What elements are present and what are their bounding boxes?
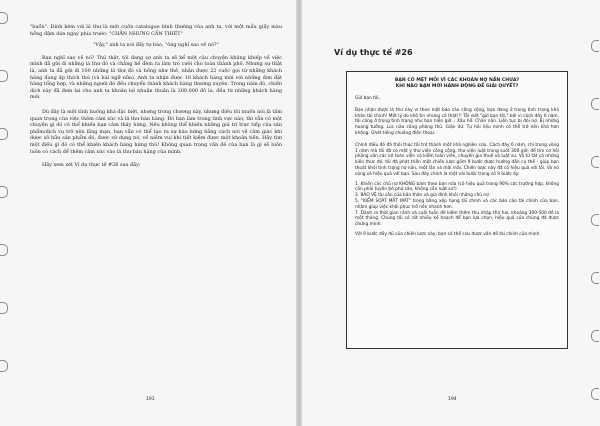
sales-letter-box (346, 71, 568, 349)
binder-ring (0, 360, 8, 372)
binder-ring (591, 98, 599, 110)
letter-closing: Với 9 bước đầy đủ của chiến lược này, bạn có thể cứu được vấn đề tài chính của mình. (355, 231, 541, 237)
example-title: Ví dụ thực tế #26 (334, 48, 413, 57)
page-number-left: 193 (146, 397, 155, 402)
letter-step: 5. "KIỂM SOÁT MẤT MÁT" trong bằng xếp hạng tài chính và các báo cáo tài chính của bạn, nhằm giúp việc khôi phục trở nên nhanh hơn. (355, 198, 559, 210)
paragraph-story: Bạn nghĩ sao về nó? Thú thật, tôi đang sợ anh ta sẽ kể một câu chuyện khủng khiếp về việc mình đã gửi đi những lá thư đó và chẳng hề đem ra làm trò cười cho toàn thành phố. Nhưng sự thật là, anh ta đã gửi đi 100 những lá thư đó và hồng như thế, nhận được 22 cuộc gọi từ những khách hàng đang ấp thích thú (và hài ngữ nữa). Anh ta nhận được 18 khách hàng mới với những đơn đặt hàng tổng hợp, và những người đó đều chuyển thành khách hàng thường xuyên. Trong năm đó, chiến dịch này đã đem lại cho anh ta khoản lợi nhuận thuần là 200.000 đô la, đều từ những khách hàng mới. (30, 54, 282, 101)
paragraph-intro: "buồn". Đính kèm với lá thư là một cuốn catalogue bình thường của anh ta, với một mẩu giấy màu hồng đậm dán ngay phía trước: "CHẮN NHƯNG CẦN THIẾT" (30, 24, 282, 37)
letter-step: 1. Khiến các chủ nợ KHÔNG bám theo bạn nữa (có hiệu quả trong 90% các trường hợp, không cần phải tuyên bố phá sản, không cần luật sư!) (355, 181, 559, 193)
binder-ring (0, 70, 8, 82)
paragraph-emotion: Dù đây là một tình huống khá đặc biệt, nhưng trong chương này, nhưng điều tôi muốn nói là tầm quan trọng của việc thêm cảm xúc và lá thư bán hàng. Đó bạn làm trong tình vực nào, thì vẫn có một chuyện gì đó có thể khiến bạn cảm thấy hứng. Nếu không thể khiến những giá trị trực tiếp của sản phẩm/dịch vụ trở nên lãng mạn, bạn vẫn có thể tạo ra sự hào hứng bằng cách nói về cảm giác khi được sở hữu sản phẩm đó, được sử dụng nó, về niềm vui khi tiết kiệm được một khoản tiền. Hãy tìm một điều gì đó có thể khiến khách hàng hứng thú! Không quan trọng vấn đề của bạn là gì sẽ luôn luôn có cách để thêm cảm xúc vào lá thư bán hàng của mình. (30, 108, 282, 155)
letter-paragraph-1: Bạn nhận được lá thư này vì theo một báo cáo công cộng, bạn đang ở trong tình trạng khó khăn tài chính! Một lý do khó tin nhưng có thật!!! Tôi viết "gửi bạn tôi," bởi vì cách đây 6 năm, tôi cũng ở trong tình trạng như bạn hiện giờ... Xấu hổ. Chán nản. Liên tục bị đòi nợ. Bị những hoang tưởng. Lúc nào cũng phòng thủ. Giận dữ. Tự hỏi liệu mình có thể trở nên khá hơn không. Ghét tiếng chuông điện thoại. (355, 107, 559, 136)
paragraph-quote: "Vậy," anh ta nói đầy tự hào, "ông nghĩ sao về nó?" (93, 42, 219, 49)
binder-ring (591, 40, 599, 52)
binder-ring (0, 244, 8, 256)
page-number-right: 194 (448, 397, 457, 402)
letter-step: 3. BẢO VỆ tài sản của bản thân và gia đình khỏi những chủ nợ. (355, 193, 491, 199)
binder-ring (591, 272, 599, 284)
left-page (0, 0, 298, 426)
binder-ring (591, 214, 599, 226)
letter-steps (355, 182, 559, 228)
binder-ring (0, 302, 8, 314)
letter-headline-1: BẠN CÓ MỆT MỎI VÌ CÁC KHOẢN NỢ NẦN CHƯA? (394, 78, 520, 83)
left-page-text (30, 24, 282, 169)
binder-ring (591, 388, 599, 400)
letter-headline-2: KHI NÀO BẠN MỚI HÀNH ĐỘNG ĐỂ GIẢI QUYẾT? (395, 84, 519, 89)
letter-paragraph-2: Chính điều đó đã thôi thúc tôi trở thành một nhà nghiên cứu. Cách đây 6 năm, chỉ trong vòng 1 năm mà tôi đã có một ý thư viện công cộng, thư viện luật trong suốt 300 giờ, để tìm cơ hội phòng vấn các kế toán viên và kiểm toán viên, chuyên gia thuế và luật sư. Và từ tất cả những kiến thức đó, tôi đã phát triển một chiến lược gồm 9 bước được hướng dẫn cụ thể - giúp bạn thoát khỏi tình trạng nợ nần, một lần và mãi mãi. Chiến lược này đã có hiệu quả với tôi. Và nó cũng sẽ hiệu quả với bạn. Sau đây chính là một vài bước trong số 9 bước ấy: (355, 142, 559, 177)
letter-greeting: Gửi bạn tôi, (355, 96, 380, 101)
binder-ring (0, 186, 8, 198)
paragraph-example-ref: Hãy xem xét Ví dụ thực tế #26 sau đây: (42, 162, 141, 169)
letter-step: 7. Dành ra thời gian rảnh và cuối tuần để kiếm thêm thu nhập thứ hai, khoảng 300-500 đô la một tháng. Chúng tôi có rất nhiều kế hoạch để bạn lựa chọn, hiệu quả của chúng đã được chứng minh. (355, 210, 559, 228)
binder-ring (0, 128, 8, 140)
binder-ring (0, 12, 8, 24)
binder-ring (591, 156, 599, 168)
binder-ring (591, 330, 599, 342)
